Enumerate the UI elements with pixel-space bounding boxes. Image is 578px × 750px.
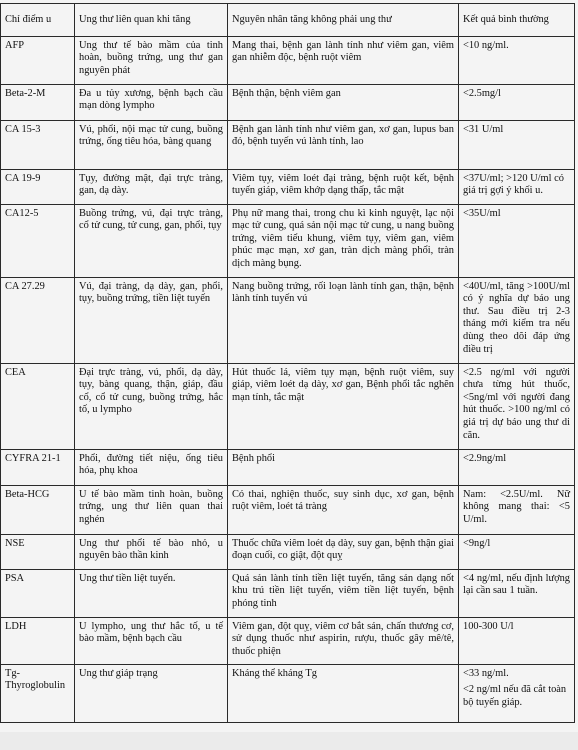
normal-result: Nam: <2.5U/ml. Nữ không mang thai: <5 U/ml. (459, 485, 575, 534)
marker-name: LDH (1, 617, 75, 664)
marker-name: CA 19-9 (1, 169, 75, 204)
related-cancers: Phổi, đường tiết niệu, ống tiêu hóa, phụ khoa (75, 449, 228, 485)
table-row (1, 485, 575, 534)
noncancer-causes: Hút thuốc lá, viêm tụy mạn, bệnh ruột viêm, suy giáp, viêm loét dạ dày, xơ gan, Bệnh phổi tắc nghẽn mạn tính, tắc mật (228, 363, 459, 449)
related-cancers: Ung thư giáp trạng (75, 664, 228, 722)
normal-result (459, 664, 575, 722)
normal-result: <10 ng/ml. (459, 36, 575, 84)
related-cancers: Tụy, đường mật, đại trực tràng, gan, dạ dày. (75, 169, 228, 204)
marker-name: Tg-Thyroglobulin (1, 664, 75, 722)
noncancer-causes: Bệnh thận, bệnh viêm gan (228, 84, 459, 120)
normal-result: <2.9ng/ml (459, 449, 575, 485)
normal-result: <37U/ml; >120 U/ml có giá trị gợi ý khối u. (459, 169, 575, 204)
related-cancers: U tế bào mầm tinh hoàn, buồng trứng, ung thư liên quan thai nghén (75, 485, 228, 534)
noncancer-causes: Viêm tụy, viêm loét đại tràng, bệnh ruột kết, bệnh tuyến giáp, viêm khớp dạng thấp, tắc mật (228, 169, 459, 204)
table-row (1, 617, 575, 664)
marker-name: CA12-5 (1, 204, 75, 277)
table-row (1, 36, 575, 84)
table-row (1, 449, 575, 485)
related-cancers: Vú, đại tràng, dạ dày, gan, phổi, tụy, buồng trứng, tiền liệt tuyến (75, 277, 228, 363)
noncancer-causes: Bệnh phổi (228, 449, 459, 485)
noncancer-causes: Quá sản lành tính tiền liệt tuyến, tăng sản dạng nốt khu trú tiền liệt tuyến, viêm tiền liệt tuyến, bệnh phóng tinh (228, 569, 459, 617)
table-row (1, 664, 575, 722)
related-cancers: Ung thư phổi tế bào nhỏ, u nguyên bào thần kinh (75, 534, 228, 569)
marker-name: Beta-HCG (1, 485, 75, 534)
tumor-marker-table (0, 3, 575, 723)
normal-result: 100-300 U/l (459, 617, 575, 664)
normal-result: <2.5mg/l (459, 84, 575, 120)
table-row (1, 169, 575, 204)
related-cancers: Ung thư tiền liệt tuyến. (75, 569, 228, 617)
noncancer-causes: Viêm gan, đột quỵ, viêm cơ bắt sán, chấn thương cơ, sử dụng thuốc như aspirin, rượu, thuốc gây mê/tê, thuốc phiện (228, 617, 459, 664)
header-normal-result: Kết quả bình thường (459, 4, 575, 37)
related-cancers: Vú, phổi, nội mạc tử cung, buồng trứng, ống tiêu hóa, bàng quang (75, 120, 228, 169)
noncancer-causes: Mang thai, bệnh gan lành tính như viêm gan, viêm gan nhiễm độc, bệnh ruột viêm (228, 36, 459, 84)
related-cancers: Đa u tủy xương, bệnh bạch cầu mạn dòng lympho (75, 84, 228, 120)
table-row (1, 204, 575, 277)
table-row (1, 363, 575, 449)
marker-name: PSA (1, 569, 75, 617)
normal-result: <40U/ml, tăng >100U/ml có ý nghĩa dự báo ung thư. Sau điều trị 2-3 tháng mới kiểm tra nếu dùng theo dõi đáp ứng điều trị (459, 277, 575, 363)
normal-result-line: <33 ng/ml. (463, 667, 509, 679)
marker-name: CA 15-3 (1, 120, 75, 169)
marker-name: NSE (1, 534, 75, 569)
normal-result: <35U/ml (459, 204, 575, 277)
noncancer-causes: Bệnh gan lành tính như viêm gan, xơ gan, lupus ban đỏ, bệnh tuyến vú lành tính, lao (228, 120, 459, 169)
header-marker: Chỉ điểm u (1, 4, 75, 37)
table-row (1, 277, 575, 363)
normal-result: <2.5 ng/ml với người chưa từng hút thuốc, <5ng/ml với người đang hút thuốc. >100 ng/ml có giá trị dự báo ung thư di căn. (459, 363, 575, 449)
related-cancers: Đại trực tràng, vú, phổi, dạ dày, tụy, bàng quang, thận, giáp, đầu cổ, cổ tử cung, buồng trứng, hắc tố, u lympho (75, 363, 228, 449)
marker-name: Beta-2-M (1, 84, 75, 120)
table-row (1, 569, 575, 617)
related-cancers: Buồng trứng, vú, đại trực tràng, cổ tử cung, tử cung, gan, phổi, tụy (75, 204, 228, 277)
normal-result: <31 U/ml (459, 120, 575, 169)
normal-result: <4 ng/ml, nếu định lượng lại cần sau 1 tuần. (459, 569, 575, 617)
noncancer-causes: Thuốc chữa viêm loét dạ dày, suy gan, bệnh thận giai đoạn cuối, co giật, đột quỵ (228, 534, 459, 569)
header-cancers: Ung thư liên quan khi tăng (75, 4, 228, 37)
normal-result: <9ng/l (459, 534, 575, 569)
marker-name: CA 27.29 (1, 277, 75, 363)
noncancer-causes: Phụ nữ mang thai, trong chu kì kinh nguyệt, lạc nội mạc tử cung, quá sản nội mạc tử cung, u nang buồng trứng, viêm tiểu khung, viêm tụy, viêm gan, viêm phúc mạc mạn, xơ gan, tràn dịch màng phổi, tràn dịch màng bụng. (228, 204, 459, 277)
header-row (1, 4, 575, 37)
table-row (1, 534, 575, 569)
related-cancers: U lympho, ung thư hắc tố, u tế bào mầm, bệnh bạch cầu (75, 617, 228, 664)
marker-name: CEA (1, 363, 75, 449)
marker-name: AFP (1, 36, 75, 84)
header-noncancer-causes: Nguyên nhân tăng không phải ung thư (228, 4, 459, 37)
marker-name: CYFRA 21-1 (1, 449, 75, 485)
noncancer-causes: Kháng thể kháng Tg (228, 664, 459, 722)
normal-result-note: <2 ng/ml nếu đã cắt toàn bộ tuyến giáp. (463, 684, 567, 708)
noncancer-causes: Có thai, nghiện thuốc, suy sinh dục, xơ gan, bệnh ruột viêm, loét tá tràng (228, 485, 459, 534)
page-bottom-margin (0, 732, 578, 750)
related-cancers: Ung thư tế bào mầm của tinh hoàn, buồng trứng, ung thư gan nguyên phát (75, 36, 228, 84)
table-row (1, 120, 575, 169)
table-row (1, 84, 575, 120)
noncancer-causes: Nang buồng trứng, rối loạn lành tính gan, thận, bệnh lành tính tuyến vú (228, 277, 459, 363)
